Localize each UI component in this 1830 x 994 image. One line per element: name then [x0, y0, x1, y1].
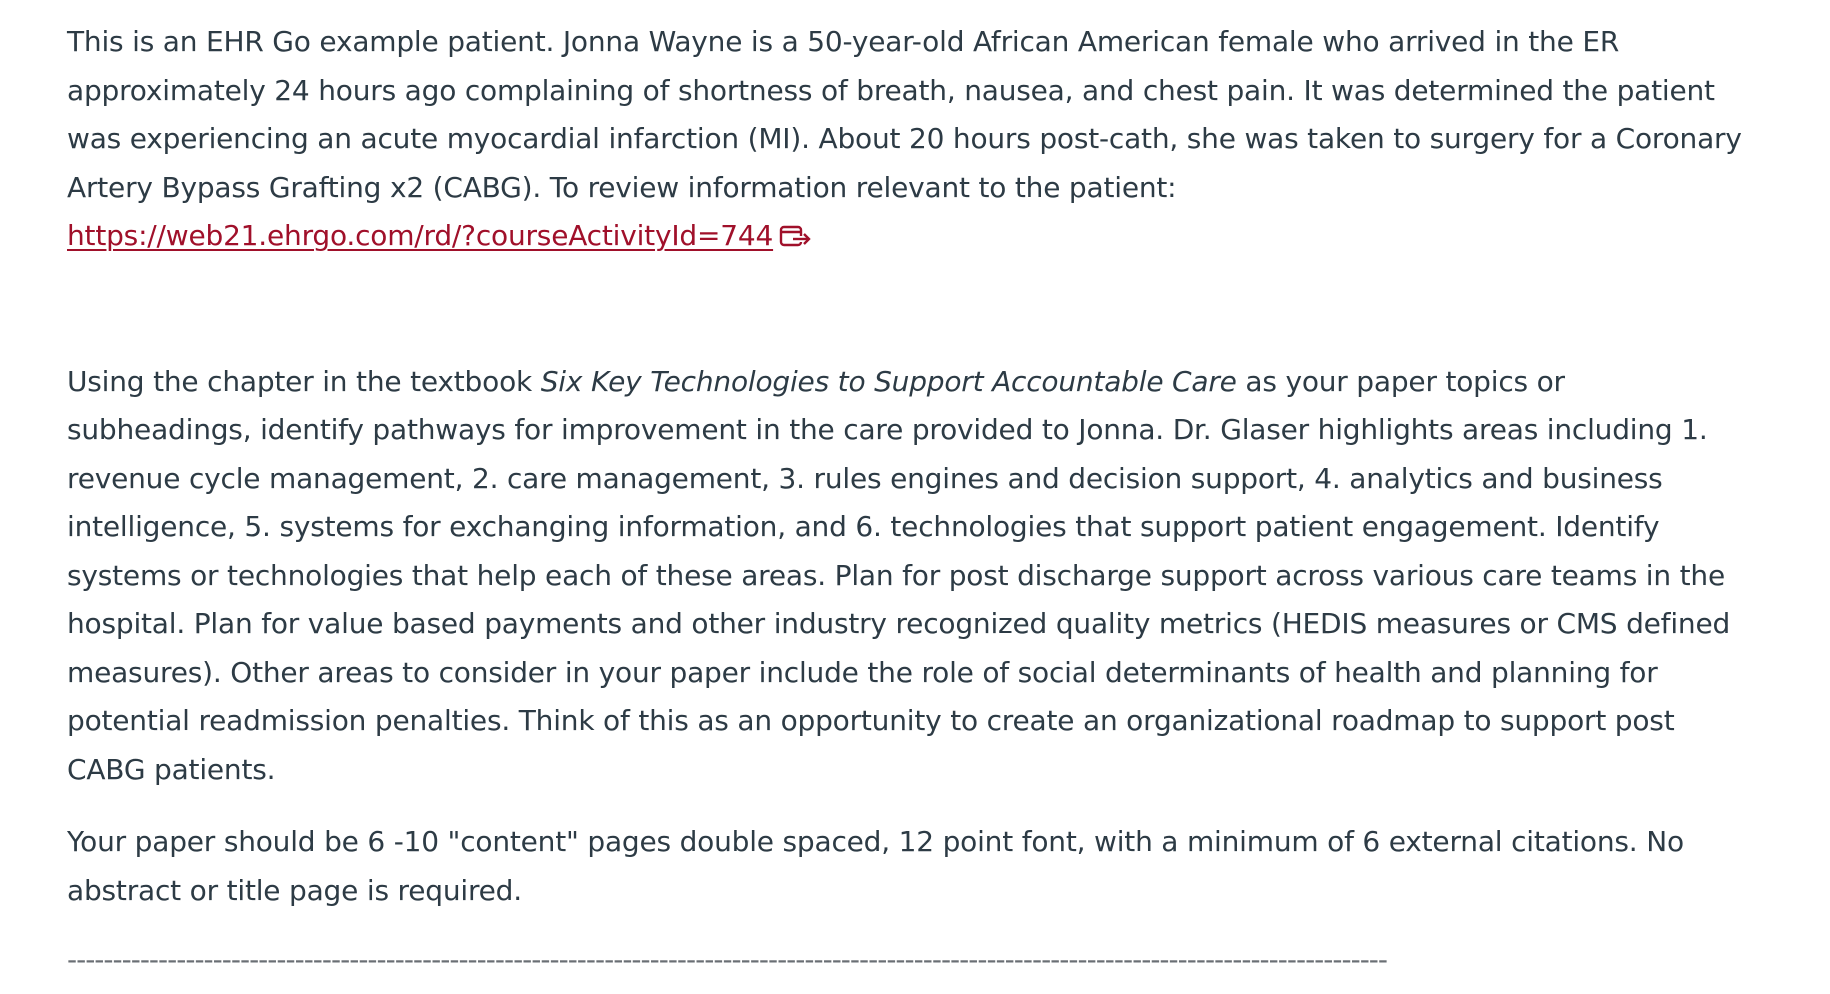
paragraph-spacer	[67, 261, 1757, 358]
patient-record-link-text[interactable]: https://web21.ehrgo.com/rd/?courseActivityId=744	[67, 219, 774, 252]
assignment-content	[67, 18, 1757, 975]
intro-paragraph	[67, 18, 1757, 261]
requirements-paragraph	[67, 818, 1757, 915]
external-link-icon[interactable]	[779, 222, 813, 250]
assignment-text-after: as your paper topics or subheadings, identify pathways for improvement in the care provided to Jonna. Dr. Glaser highlights areas including 1. revenue cycle management, 2. care management, 3. rules engines and decision support, 4. analytics and business intelligence, 5. systems for exchanging information, and 6. technologies that support patient engagement. Identify systems or technologies that help each of these areas. Plan for post discharge support across various care teams in the hospital. Plan for value based payments and other industry recognized quality metrics (HEDIS measures or CMS defined measures). Other areas to consider in your paper include the role of social determinants of health and planning for potential readmission penalties. Think of this as an opportunity to create an organizational roadmap to support post CABG patients.	[67, 364, 1731, 786]
intro-text: This is an EHR Go example patient. Jonna Wayne is a 50-year-old African American female who arrived in the ER approximately 24 hours ago complaining of shortness of breath, nausea, and chest pain. It was determined the patient was experiencing an acute myocardial infarction (MI). About 20 hours post-cath, she was taken to surgery for a Coronary Artery Bypass Grafting x2 (CABG). To review information relevant to the patient:	[67, 25, 1742, 204]
dashed-divider: -------------------------------------------------------------------------------------------------------------------------------------------------	[67, 945, 1388, 975]
textbook-title: Six Key Technologies to Support Accountable Care	[540, 364, 1237, 398]
requirements-text: Your paper should be 6 -10 "content" pages double spaced, 12 point font, with a minimum of 6 external citations. No abstract or title page is required.	[67, 825, 1684, 907]
patient-record-link[interactable]	[67, 219, 773, 252]
assignment-text-before: Using the chapter in the textbook	[67, 364, 541, 398]
assignment-paragraph	[67, 358, 1757, 795]
